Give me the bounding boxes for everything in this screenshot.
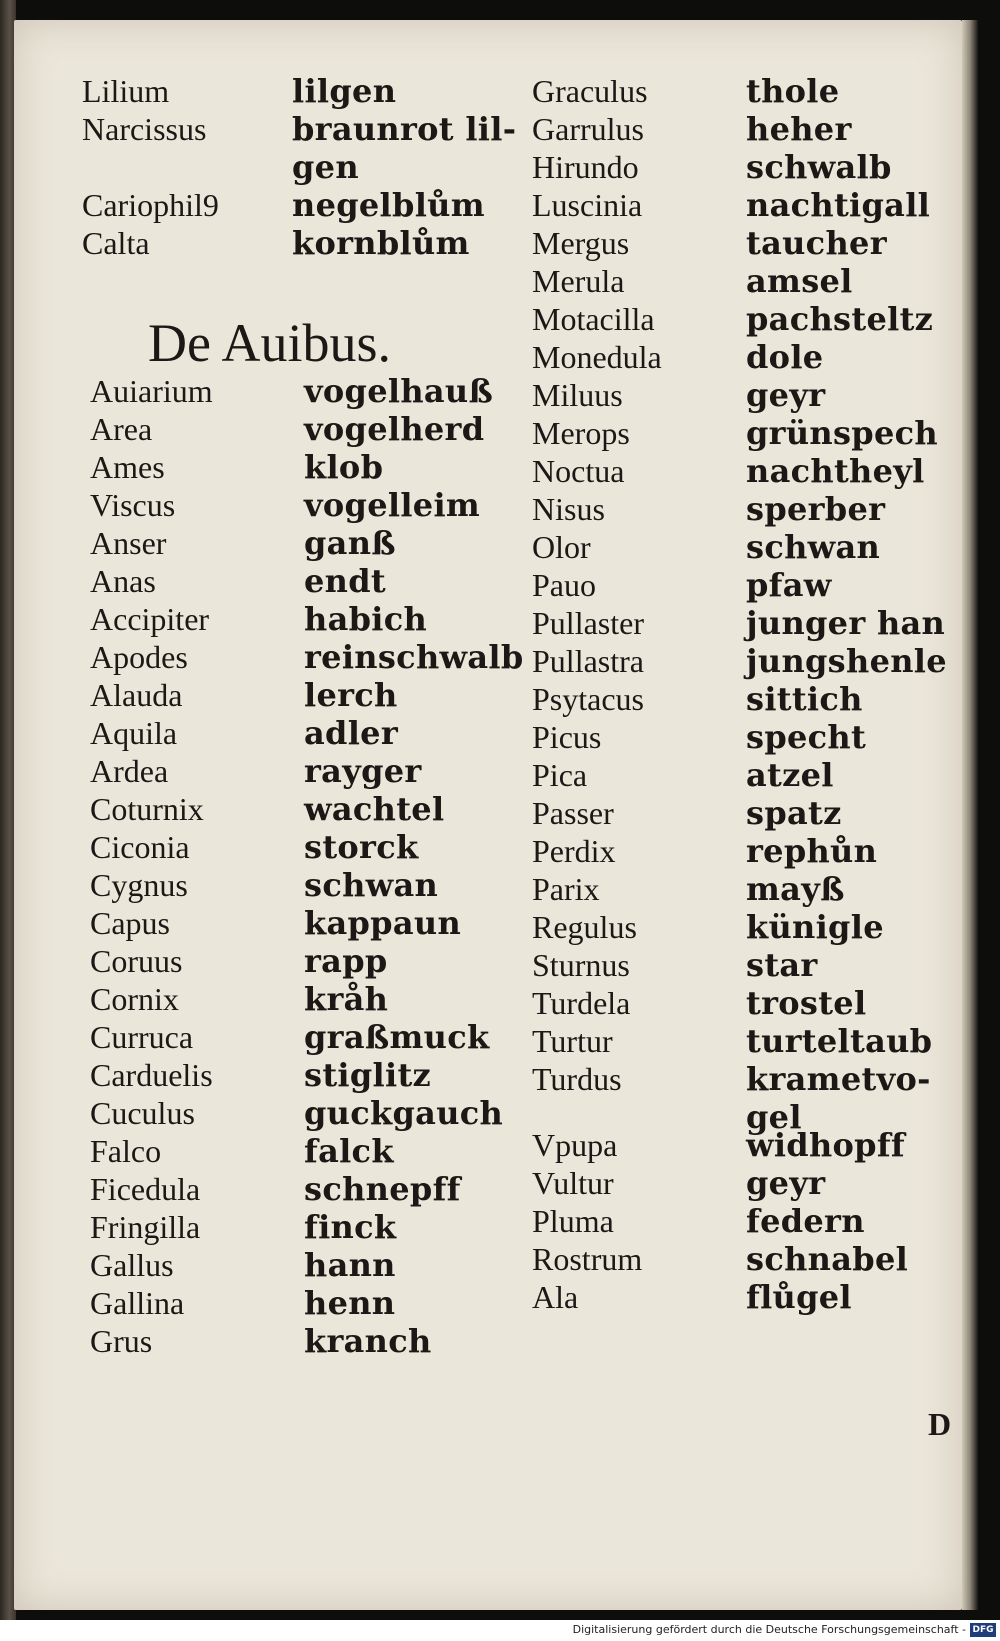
- latin-term: Cygnus: [90, 867, 188, 903]
- german-term: federn: [746, 1202, 865, 1240]
- latin-term: Calta: [82, 225, 150, 261]
- german-term: sittich: [746, 680, 863, 718]
- latin-term: Ficedula: [90, 1171, 201, 1207]
- german-term: rayger: [304, 752, 422, 790]
- german-term: braunrot lil-: [292, 110, 517, 148]
- catchword: D: [928, 1406, 952, 1442]
- german-term: wachtel: [304, 790, 445, 828]
- german-term: gen: [292, 148, 359, 186]
- latin-term: Gallina: [90, 1285, 185, 1321]
- german-term: dole: [746, 338, 824, 376]
- latin-term: Miluus: [532, 377, 623, 413]
- german-term: schnabel: [746, 1240, 909, 1278]
- latin-term: Pica: [532, 757, 588, 793]
- latin-term: Luscinia: [532, 187, 643, 223]
- latin-term: Perdix: [532, 833, 616, 869]
- latin-term: Turdus: [532, 1061, 622, 1097]
- german-term: taucher: [746, 224, 887, 262]
- german-term: geyr: [746, 376, 826, 414]
- latin-term: Ames: [90, 449, 165, 485]
- latin-term: Anas: [90, 563, 156, 599]
- german-term: kråh: [304, 980, 389, 1018]
- german-term: schwan: [746, 528, 881, 566]
- german-term: nachtheyl: [746, 452, 925, 490]
- latin-term: Lilium: [82, 73, 170, 109]
- latin-term: Accipiter: [90, 601, 210, 637]
- german-term: henn: [304, 1284, 396, 1322]
- latin-term: Area: [90, 411, 153, 447]
- latin-term: Regulus: [532, 909, 637, 945]
- latin-term: Cornix: [90, 981, 179, 1017]
- german-term: endt: [304, 562, 386, 600]
- german-term: jungshenle: [746, 642, 947, 680]
- latin-term: Curruca: [90, 1019, 194, 1055]
- latin-term: Apodes: [90, 639, 188, 675]
- latin-term: Picus: [532, 719, 602, 755]
- latin-term: Vultur: [532, 1165, 614, 1201]
- latin-term: Mergus: [532, 225, 630, 261]
- latin-term: Pullastra: [532, 643, 644, 679]
- german-term: schwan: [304, 866, 439, 904]
- german-term: star: [746, 946, 818, 984]
- german-term: schnepff: [304, 1170, 461, 1208]
- latin-term: Coturnix: [90, 791, 204, 827]
- german-term: thole: [746, 72, 840, 110]
- german-term: atzel: [746, 756, 834, 794]
- latin-term: Pluma: [532, 1203, 614, 1239]
- latin-term: Garrulus: [532, 111, 644, 147]
- german-term: schwalb: [746, 148, 892, 186]
- latin-term: Sturnus: [532, 947, 630, 983]
- german-term: sperber: [746, 490, 886, 528]
- latin-term: Viscus: [90, 487, 176, 523]
- latin-term: Pullaster: [532, 605, 644, 641]
- german-term: heher: [746, 110, 852, 148]
- latin-term: Auiarium: [90, 373, 213, 409]
- latin-term: Motacilla: [532, 301, 655, 337]
- german-term: stiglitz: [304, 1056, 431, 1094]
- german-term: pfaw: [746, 566, 832, 604]
- german-term: kappaun: [304, 904, 462, 942]
- german-term: specht: [746, 718, 867, 756]
- german-term: geyr: [746, 1164, 826, 1202]
- german-term: negelblům: [292, 186, 485, 224]
- latin-term: Passer: [532, 795, 614, 831]
- german-term: turteltaub: [746, 1022, 933, 1060]
- latin-term: Ardea: [90, 753, 169, 789]
- latin-term: Vpupa: [532, 1127, 618, 1163]
- german-term: guckgauch: [304, 1094, 504, 1132]
- german-term: pachsteltz: [746, 300, 934, 338]
- german-term: junger han: [746, 604, 946, 642]
- latin-term: Hirundo: [532, 149, 639, 185]
- latin-term: Turdela: [532, 985, 631, 1021]
- german-term: künigle: [746, 908, 884, 946]
- german-term: reinschwalb: [304, 638, 524, 676]
- latin-term: Alauda: [90, 677, 183, 713]
- german-term: lilgen: [292, 72, 397, 110]
- german-term: kranch: [304, 1322, 432, 1360]
- latin-term: Anser: [90, 525, 167, 561]
- latin-term: Cariophil9: [82, 187, 219, 223]
- german-term: finck: [304, 1208, 397, 1246]
- german-term: trostel: [746, 984, 867, 1022]
- latin-term: Monedula: [532, 339, 662, 375]
- german-term: falck: [304, 1132, 394, 1170]
- german-term: habich: [304, 600, 428, 638]
- german-term: mayß: [746, 870, 845, 908]
- latin-term: Psytacus: [532, 681, 644, 717]
- german-term: flůgel: [746, 1278, 852, 1316]
- latin-term: Aquila: [90, 715, 178, 751]
- german-term: vogelleim: [304, 486, 481, 524]
- german-term: vogelhauß: [304, 372, 494, 410]
- latin-term: Cuculus: [90, 1095, 195, 1131]
- latin-term: Fringilla: [90, 1209, 201, 1245]
- german-term: adler: [304, 714, 398, 752]
- latin-term: Gallus: [90, 1247, 174, 1283]
- latin-term: Ciconia: [90, 829, 190, 865]
- german-term: widhopff: [746, 1126, 905, 1164]
- german-term: krametvo-: [746, 1060, 931, 1098]
- page-edge: [962, 20, 978, 1610]
- latin-term: Falco: [90, 1133, 162, 1169]
- latin-term: Graculus: [532, 73, 648, 109]
- latin-term: Merula: [532, 263, 625, 299]
- german-term: grünspech: [746, 414, 938, 452]
- funding-note: Digitalisierung gefördert durch die Deutsche Forschungsgemeinschaft -: [572, 1623, 966, 1636]
- german-term: lerch: [304, 676, 398, 714]
- latin-term: Parix: [532, 871, 600, 907]
- german-term: nachtigall: [746, 186, 931, 224]
- latin-term: Nisus: [532, 491, 605, 527]
- german-term: kornblům: [292, 224, 470, 262]
- latin-term: Grus: [90, 1323, 153, 1359]
- german-term: graßmuck: [304, 1018, 490, 1056]
- latin-term: Capus: [90, 905, 170, 941]
- latin-term: Narcissus: [82, 111, 207, 147]
- latin-term: Pauo: [532, 567, 596, 603]
- latin-term: Carduelis: [90, 1057, 213, 1093]
- german-term: spatz: [746, 794, 842, 832]
- latin-term: Turtur: [532, 1023, 613, 1059]
- german-term: gel: [746, 1098, 802, 1136]
- latin-term: Ala: [532, 1279, 579, 1315]
- german-term: rapp: [304, 942, 388, 980]
- latin-term: Rostrum: [532, 1241, 643, 1277]
- german-term: rephůn: [746, 832, 878, 870]
- section-heading: De Auibus.: [148, 313, 391, 373]
- german-term: storck: [304, 828, 419, 866]
- latin-term: Merops: [532, 415, 630, 451]
- latin-term: Coruus: [90, 943, 183, 979]
- german-term: klob: [304, 448, 384, 486]
- german-term: ganß: [304, 524, 396, 562]
- latin-term: Noctua: [532, 453, 625, 489]
- german-term: hann: [304, 1246, 396, 1284]
- latin-term: Olor: [532, 529, 591, 565]
- dfg-logo: DFG: [970, 1623, 996, 1637]
- german-term: amsel: [746, 262, 853, 300]
- german-term: vogelherd: [304, 410, 485, 448]
